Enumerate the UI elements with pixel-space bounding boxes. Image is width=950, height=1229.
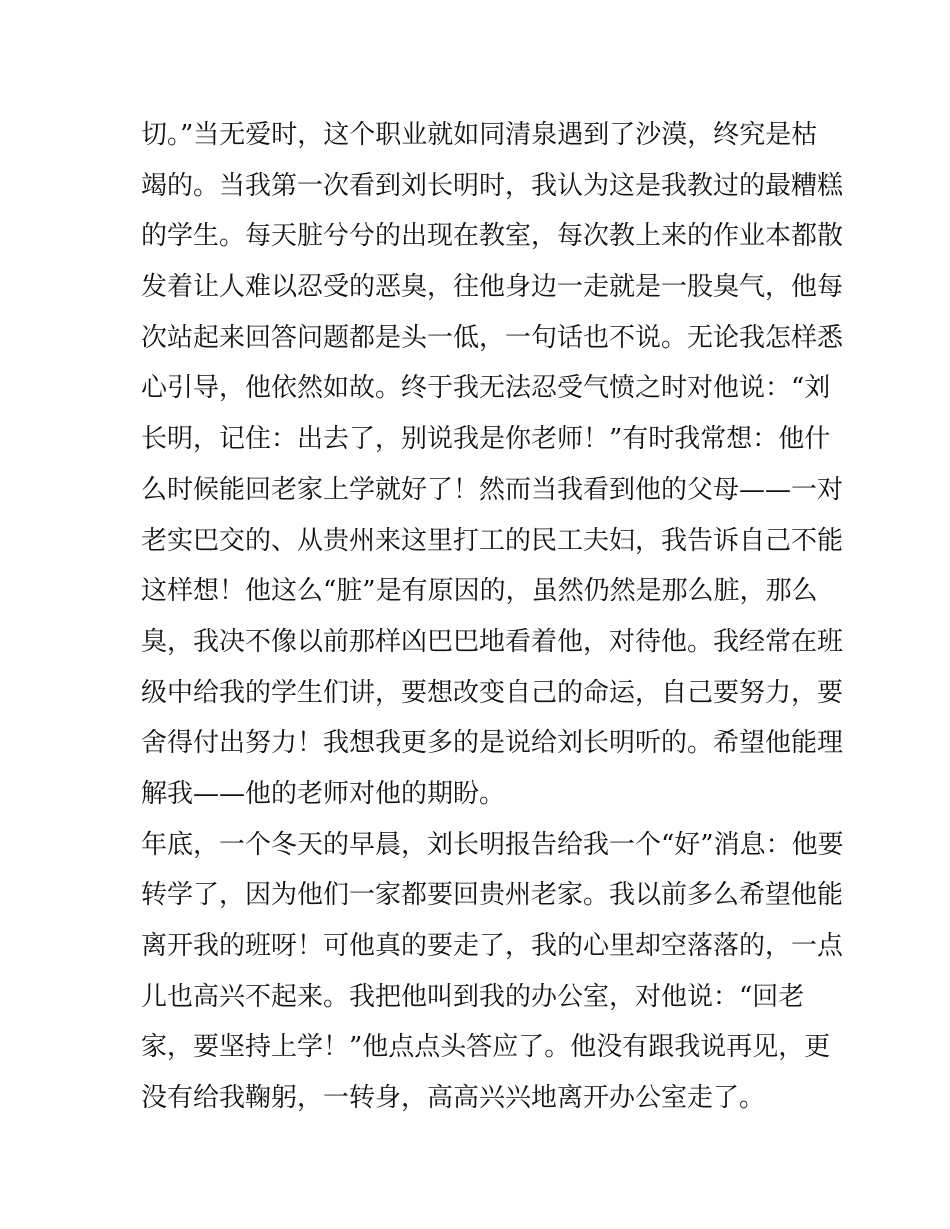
text-line: 竭的。当我第一次看到刘长明时，我认为这是我教过的最糟糕 <box>141 170 844 201</box>
text-line: 解我——他的老师对他的期盼。 <box>141 778 506 809</box>
paragraph-2 <box>141 820 844 1124</box>
text-line: 转学了，因为他们一家都要回贵州老家。我以前多么希望他能 <box>141 880 844 911</box>
text-line: 长明，记住：出去了，别说我是你老师！”有时我常想：他什 <box>141 424 831 455</box>
text-line: 舍得付出努力！我想我更多的是说给刘长明听的。希望他能理 <box>141 728 844 759</box>
paragraph-1 <box>141 110 844 820</box>
text-line: 的学生。每天脏兮兮的出现在教室，每次教上来的作业本都散 <box>141 221 844 252</box>
text-line: 儿也高兴不起来。我把他叫到我的办公室，对他说：“回老 <box>141 981 805 1012</box>
text-line: 这样想！他这么“脏”是有原因的，虽然仍然是那么脏，那么 <box>141 576 818 607</box>
body-text <box>141 110 844 1124</box>
text-line: 级中给我的学生们讲，要想改变自己的命运，自己要努力，要 <box>141 677 844 708</box>
text-line: 年底，一个冬天的早晨，刘长明报告给我一个“好”消息：他要 <box>141 829 844 860</box>
text-line: 发着让人难以忍受的恶臭，往他身边一走就是一股臭气，他每 <box>141 272 844 303</box>
text-line: 次站起来回答问题都是头一低，一句话也不说。无论我怎样悉 <box>141 322 844 353</box>
text-line: 么时候能回老家上学就好了！然而当我看到他的父母——一对 <box>141 474 844 505</box>
text-line: 没有给我鞠躬，一转身，高高兴兴地离开办公室走了。 <box>141 1083 766 1114</box>
text-line: 老实巴交的、从贵州来这里打工的民工夫妇，我告诉自己不能 <box>141 525 844 556</box>
text-line: 臭，我决不像以前那样凶巴巴地看着他，对待他。我经常在班 <box>141 626 844 657</box>
text-line: 家，要坚持上学！”他点点头答应了。他没有跟我说再见，更 <box>141 1032 831 1063</box>
text-line: 心引导，他依然如故。终于我无法忍受气愤之时对他说：“刘 <box>141 373 831 404</box>
text-line: 切。”当无爱时，这个职业就如同清泉遇到了沙漠，终究是枯 <box>141 120 818 150</box>
text-line: 离开我的班呀！可他真的要走了，我的心里却空落落的，一点 <box>141 931 844 961</box>
